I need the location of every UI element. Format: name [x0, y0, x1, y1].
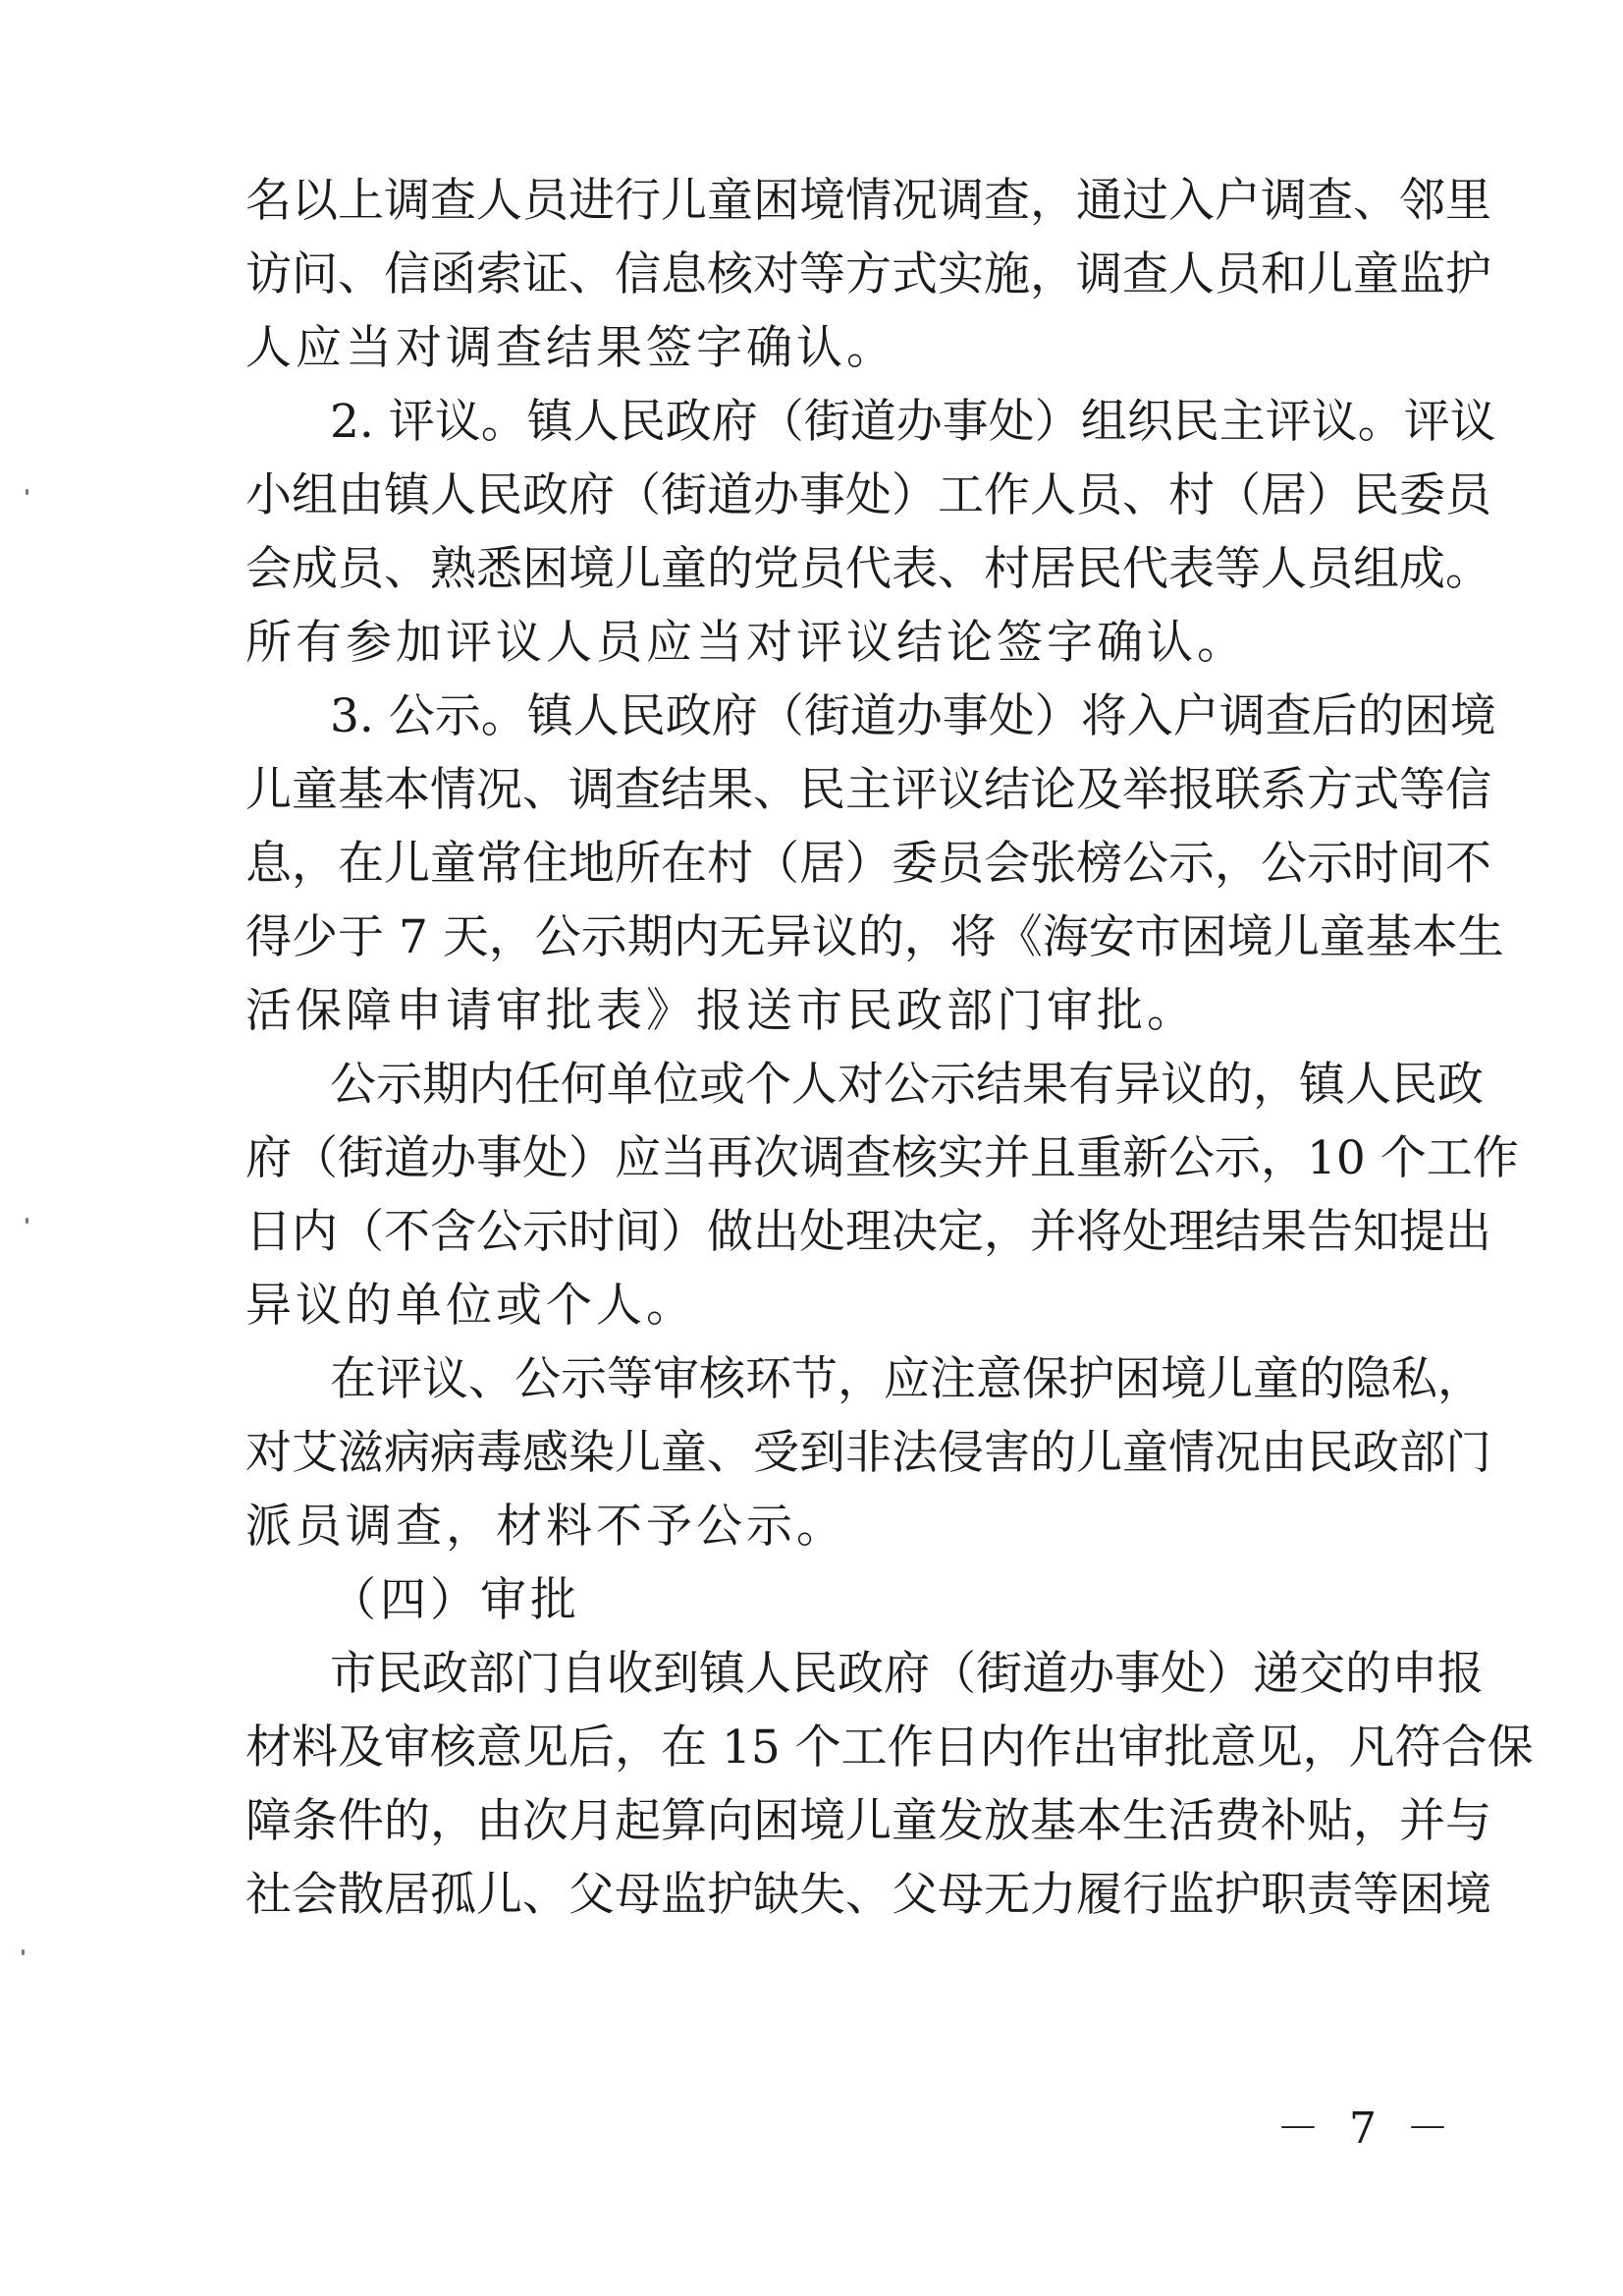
scan-speck [26, 1218, 28, 1224]
text-line-5: 小组由镇人民政府（街道办事处）工作人员、村（居）民委员 [245, 468, 1491, 522]
text-line-23: 障条件的，由次月起算向困境儿童发放基本生活费补贴，并与 [245, 1794, 1491, 1848]
section-heading: （四）审批 [330, 1573, 580, 1627]
text-line-10: 息，在儿童常住地所在村（居）委员会张榜公示，公示时间不 [245, 837, 1491, 891]
text-line-16: 异议的单位或个人。 [245, 1279, 696, 1333]
text-line-12: 活保障申请审批表》报送市民政部门审批。 [245, 984, 1197, 1038]
text-line-17: 在评议、公示等审核环节，应注意保护困境儿童的隐私， [330, 1352, 1484, 1406]
text-line-13: 公示期内任何单位或个人对公示结果有异议的，镇人民政 [330, 1058, 1484, 1112]
text-line-2: 访问、信函索证、信息核对等方式实施，调查人员和儿童监护 [245, 247, 1491, 301]
text-line-3: 人应当对调查结果签字确认。 [245, 321, 896, 375]
text-line-8: 3. 公示。镇人民政府（街道办事处）将入户调查后的困境 [330, 689, 1496, 743]
text-line-7: 所有参加评议人员应当对评议结论签字确认。 [245, 616, 1247, 670]
text-line-24: 社会散居孤儿、父母监护缺失、父母无力履行监护职责等困境 [245, 1868, 1491, 1922]
text-line-15: 日内（不含公示时间）做出处理决定，并将处理结果告知提出 [245, 1205, 1491, 1259]
text-line-4: 2. 评议。镇人民政府（街道办事处）组织民主评议。评议 [330, 395, 1496, 449]
text-line-19: 派员调查，材料不予公示。 [245, 1500, 846, 1554]
text-line-1: 名以上调查人员进行儿童困境情况调查，通过入户调查、邻里 [245, 174, 1491, 228]
scan-speck [22, 1949, 25, 1955]
text-line-14: 府（街道办事处）应当再次调查核实并且重新公示，10 个工作 [245, 1131, 1519, 1185]
scan-speck [26, 489, 28, 495]
text-line-21: 市民政部门自收到镇人民政府（街道办事处）递交的申报 [330, 1647, 1484, 1701]
text-line-22: 材料及审核意见后，在 15 个工作日内作出审批意见，凡符合保 [245, 1721, 1534, 1775]
text-line-9: 儿童基本情况、调查结果、民主评议结论及举报联系方式等信 [245, 763, 1491, 817]
page-number: － 7 － [1276, 2104, 1457, 2154]
text-line-11: 得少于 7 天，公示期内无异议的，将《海安市困境儿童基本生 [245, 910, 1504, 964]
text-line-18: 对艾滋病病毒感染儿童、受到非法侵害的儿童情况由民政部门 [245, 1426, 1491, 1480]
text-line-6: 会成员、熟悉困境儿童的党员代表、村居民代表等人员组成。 [245, 542, 1491, 596]
